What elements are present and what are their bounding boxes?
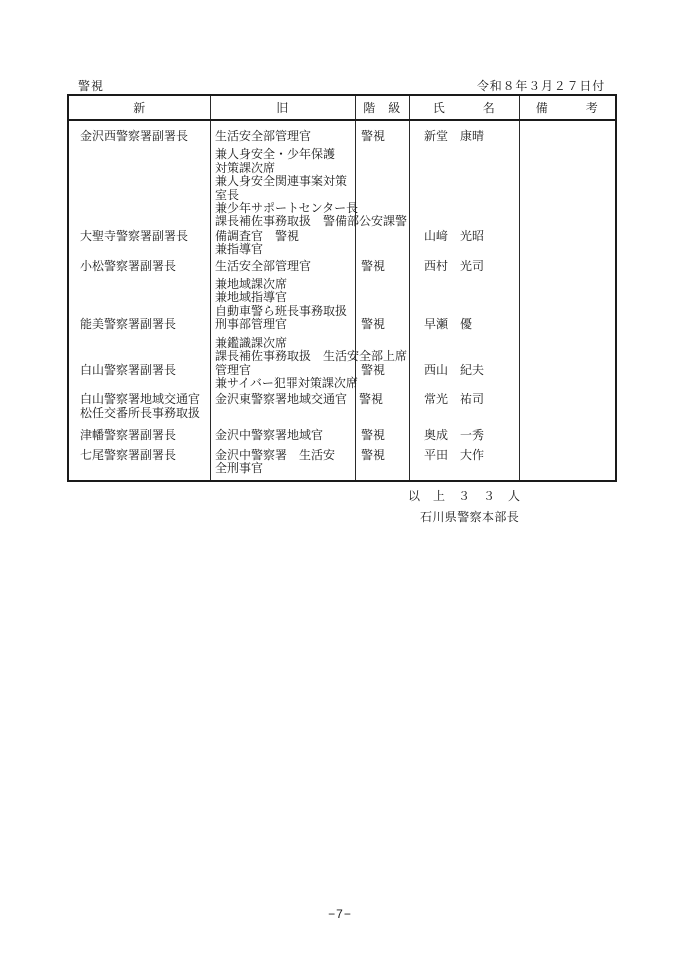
text-line: 新堂 康晴 [424,129,485,143]
text-line: 兼地域課次席 [215,277,288,292]
text-line: 西山 紀夫 [424,362,485,377]
page-number: −7− [328,907,352,921]
old-post-main [215,318,355,331]
table-row [69,260,615,319]
text-line: 対策課次席 [215,160,276,175]
name-cell [409,318,519,331]
new-post-cell [69,130,210,143]
signer: 石川県警察本部長 [420,510,520,524]
old-post-additional [215,335,408,364]
name-cell [409,364,519,377]
table-header [69,96,615,121]
rank-cell [355,449,409,462]
total-count: 以 上 ３ ３ 人 [408,489,521,503]
text-line: 刑事部管理官 [215,317,288,332]
table-row [69,393,615,420]
old-post-cell [210,362,358,391]
text-line: 兼人身安全関連事案対策 [215,174,348,189]
text-line: 全刑事官 [215,460,264,475]
text-line: 兼サイバー犯罪対策課次席 [215,375,358,390]
text-line: 警視 [361,317,386,332]
name-cell [409,429,519,442]
text-line: 警視 [361,428,386,443]
text-line: 自動車警ら班長事務取扱 [215,303,348,318]
rank-cell [355,364,409,377]
table-row [69,230,615,257]
text-line: 常光 祐司 [424,392,485,407]
table-row [69,130,615,229]
old-post-cell [210,230,355,257]
name-cell [409,393,519,406]
text-line: 白山警察署副署長 [80,362,177,377]
text-line: 西村 光司 [424,258,485,273]
old-post-cell [210,449,355,476]
new-post-cell [69,429,210,442]
table-row [69,318,615,363]
old-post-cell [210,429,355,442]
text-line: 警視 [361,447,386,462]
text-line: 山﨑 光昭 [424,228,485,243]
personnel-table [67,94,617,482]
table-body [69,121,615,480]
text-line: 生活安全部管理官 [215,129,312,143]
text-line: 生活安全部管理官 [215,258,312,273]
text-line: 大聖寺警察署副署長 [80,228,189,243]
text-line: 金沢東警察署地域交通官 警視 [215,392,384,407]
new-post-cell [69,260,210,273]
text-line: 兼地域指導官 [215,290,288,305]
old-post-cell [210,260,355,319]
text-line: 能美警察署副署長 [80,317,177,332]
text-line: 七尾警察署副署長 [80,447,177,462]
text-line: 小松警察署副署長 [80,258,177,273]
old-post-main [215,130,355,143]
new-post-cell [69,364,210,377]
text-line: 兼少年サポートセンター長 [215,201,359,216]
text-line: 松任交番所長事務取扱 [80,405,201,420]
name-cell [409,130,519,143]
new-post-cell [69,230,210,243]
old-post-main [215,429,355,442]
text-line: 金沢中警察署 生活安 [215,447,336,462]
table-row [69,429,615,442]
new-post-cell [69,449,210,462]
new-post-cell [69,318,210,331]
table-row [69,449,615,476]
name-cell [409,230,519,243]
text-line: 金沢中警察署地域官 [215,428,324,443]
text-line: 金沢西警察署副署長 [80,129,189,143]
text-line: 兼人身安全・少年保護 [215,147,336,162]
text-line: 兼指導官 [215,242,264,257]
column-header-rank: 階 級 [363,101,401,115]
column-header-new: 新 [133,101,146,115]
rank-cell [355,429,409,442]
text-line: 課長補佐事務取扱 生活安全部上席 [215,349,408,364]
old-post-additional [215,147,408,229]
new-post-cell [69,393,210,420]
text-line: 平田 大作 [424,447,485,462]
rank-cell [355,318,409,331]
text-line: 室長 [215,187,240,202]
table-row [69,364,615,391]
text-line: 警視 [361,258,386,273]
document-date: 令和８年３月２７日付 [477,79,606,93]
old-post-main [215,260,355,273]
old-post-additional [215,278,355,318]
text-line: 課長補佐事務取扱 警備部公安課警 [215,214,408,229]
text-line: 奥成 一秀 [424,428,485,443]
name-cell [409,260,519,273]
column-header-remarks: 備 考 [535,101,599,115]
text-line: 警視 [361,129,386,143]
old-post-main [215,362,358,391]
old-post-cell [210,392,384,407]
column-header-old: 旧 [276,101,289,115]
rank-cell [355,260,409,273]
column-header-name: 氏 名 [432,101,496,115]
text-line: 兼鑑識課次席 [215,335,288,350]
old-post-main [215,230,355,257]
text-line: 津幡警察署副署長 [80,428,177,443]
name-cell [409,449,519,462]
text-line: 管理官 [215,362,252,377]
text-line: 早瀬 優 [424,317,473,332]
text-line: 白山警察署地域交通官 [80,392,201,407]
old-post-main [215,392,384,407]
text-line: 備調査官 警視 [215,228,300,243]
rank-cell [355,130,409,143]
text-line: 警視 [361,362,386,377]
old-post-main [215,449,355,476]
rank-class-label: 警視 [78,79,105,93]
